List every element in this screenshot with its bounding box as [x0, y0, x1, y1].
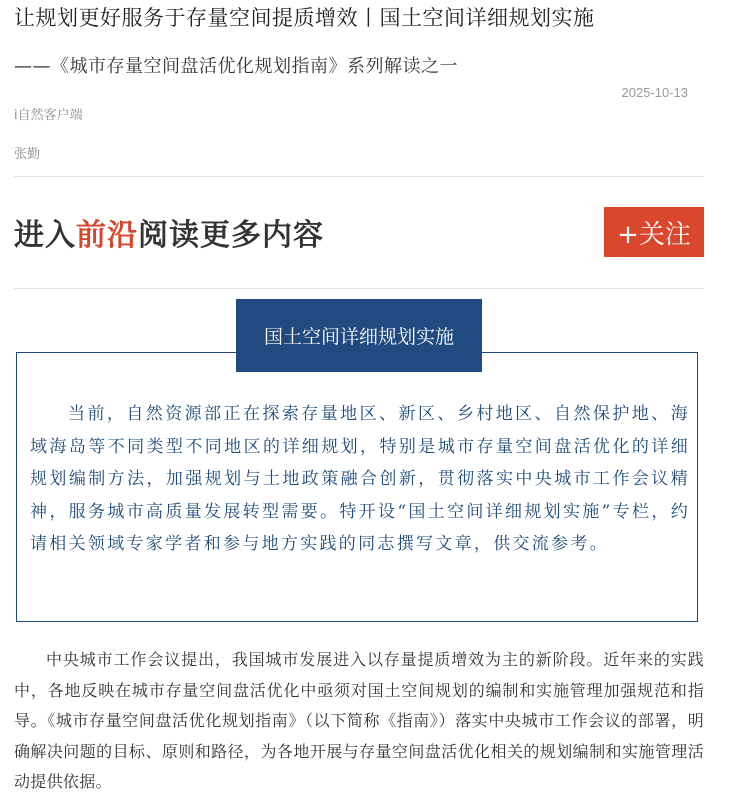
- column-tag: 国土空间详细规划实施: [236, 299, 482, 372]
- follow-banner-text: [14, 210, 324, 254]
- author-label: 张勤: [14, 147, 41, 162]
- banner-suffix: 阅读更多内容: [138, 218, 324, 253]
- banner-prefix: 进入: [14, 218, 76, 253]
- divider-bottom: [14, 288, 704, 289]
- banner-accent: 前沿: [76, 218, 138, 253]
- article-title: 让规划更好服务于存量空间提质增效丨国土空间详细规划实施: [14, 6, 595, 30]
- source-label[interactable]: i自然客户端: [14, 108, 83, 123]
- article-subtitle: ——《城市存量空间盘活优化规划指南》系列解读之一: [14, 56, 458, 77]
- follow-button[interactable]: +关注: [604, 207, 704, 257]
- publish-date: 2025-10-13: [621, 85, 688, 100]
- body-paragraph: 中央城市工作会议提出，我国城市发展进入以存量提质增效为主的新阶段。近年来的实践中，各地反映在城市存量空间盘活优化中亟须对国土空间规划的编制和实施管理加强规范和指导。《城市存量空间盘活优化规划指南》（以下简称《指南》）落实中央城市工作会议的部署，明确解决问题的目标、原则和路径，为各地开展与存量空间盘活优化相关的规划编制和实施管理活动提供依据。: [14, 650, 704, 791]
- column-intro-text: 当前，自然资源部正在探索存量地区、新区、乡村地区、自然保护地、海域海岛等不同类型不同地区的详细规划，特别是城市存量空间盘活优化的详细规划编制方法，加强规划与土地政策融合创新，贯彻落实中央城市工作会议精神，服务城市高质量发展转型需要。特开设“国土空间详细规划实施”专栏，约请相关领域专家学者和参与地方实践的同志撰写文章，供交流参考。: [30, 404, 690, 554]
- divider-top: [14, 176, 704, 177]
